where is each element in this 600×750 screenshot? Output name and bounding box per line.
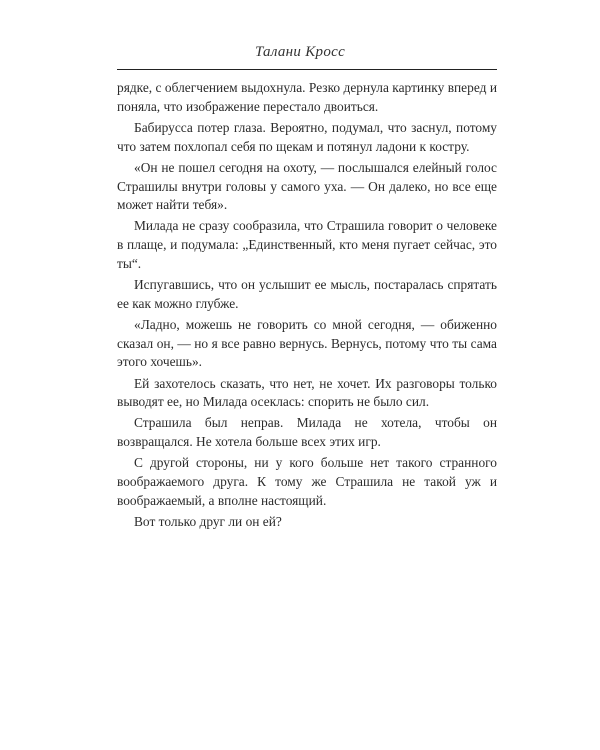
running-head-author: Талани Кросс: [254, 44, 346, 60]
header-rule: [117, 69, 497, 70]
paragraph: Страшила был неправ. Милада не хотела, чтобы он возвращался. Не хотела больше всех этих игр.: [117, 415, 497, 450]
paragraph: Испугавшись, что он услышит ее мысль, постаралась спрятать ее как можно глубже.: [117, 277, 497, 311]
paragraph: Бабирусса потер глаза. Вероятно, подумал, что заснул, потому что затем похлопал себя по щекам и потянул ладони к костру.: [117, 119, 497, 154]
paragraph: Милада не сразу сообразила, что Страшила говорит о человеке в плаще, и подумала: „Единственный, кто меня пугает сейчас, это ты“.: [117, 218, 497, 271]
paragraph-continuation: рядке, с облегчением выдохнула. Резко дернула картинку вперед и поняла, что изображение перестало двоиться.: [117, 80, 497, 114]
paragraph: Ей захотелось сказать, что нет, не хочет. Их разговоры только выводят ее, но Милада осеклась: спорить не было сил.: [117, 375, 497, 410]
paragraph: Вот только друг ли он ей?: [134, 513, 282, 529]
paragraph-quote: «Он не пошел сегодня на охоту, — послышался елейный голос Страшилы внутри головы у самого уха. — Он далеко, но все еще может найти тебя».: [117, 159, 497, 213]
paragraph: С другой стороны, ни у кого больше нет такого странного воображаемого друга. К тому же Страшила не такой уж и воображаемый, а вполне настоящий.: [117, 455, 497, 508]
paragraph-quote: «Ладно, можешь не говорить со мной сегодня, — обиженно сказал он, — но я все равно вернусь. Вернусь, потому что ты сама этого хочешь».: [117, 316, 497, 370]
body-text: [117, 79, 497, 534]
